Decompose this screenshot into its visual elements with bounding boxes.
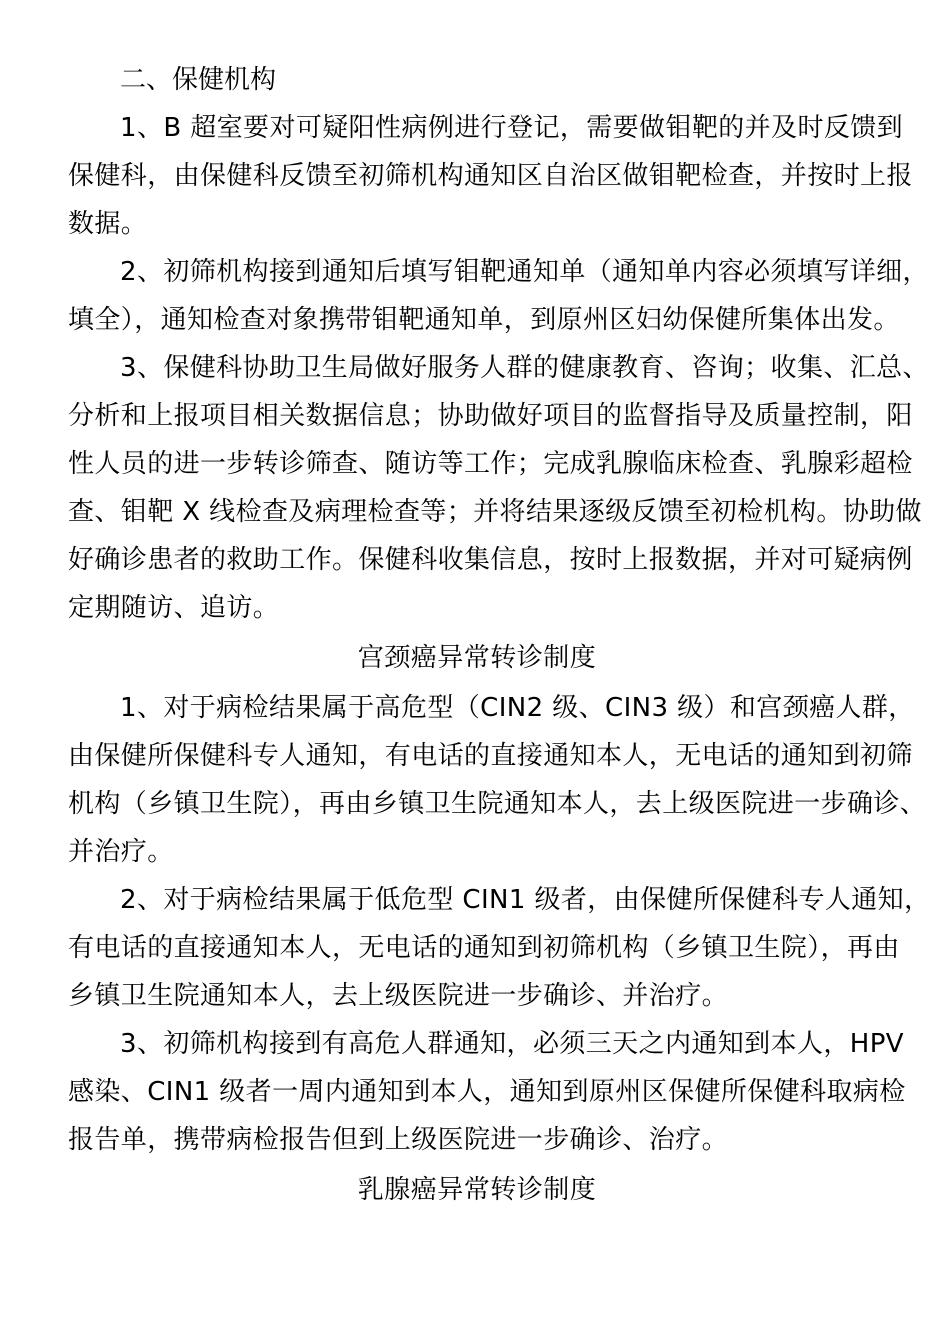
paragraph <box>68 344 929 632</box>
paragraph-line: 机构（乡镇卫生院），再由乡镇卫生院通知本人，去上级医院进一步确诊、 <box>68 789 927 819</box>
paragraph <box>68 876 931 1020</box>
paragraph-line: 保健科，由保健科反馈至初筛机构通知区自治区做钼靶检查，并按时上报 <box>68 161 913 191</box>
section-heading: 二、保健机构 <box>120 65 277 95</box>
paragraph-line: 报告单，携带病检报告但到上级医院进一步确诊、治疗。 <box>68 1125 729 1155</box>
paragraph-line: 分析和上报项目相关数据信息；协助做好项目的监督指导及质量控制，阳 <box>68 401 913 431</box>
paragraph-line: 2、对于病检结果属于低危型 CIN1 级者，由保健所保健科专人通知， <box>120 885 931 915</box>
paragraph-line: 2、初筛机构接到通知后填写钼靶通知单（通知单内容必须填写详细， <box>120 257 929 287</box>
paragraph-line: 1、B 超室要对可疑阳性病例进行登记，需要做钼靶的并及时反馈到 <box>120 113 904 143</box>
paragraph <box>68 1020 906 1164</box>
paragraph <box>68 248 929 344</box>
document-page <box>68 56 931 1216</box>
paragraph-line: 乡镇卫生院通知本人，去上级医院进一步确诊、并治疗。 <box>68 981 729 1011</box>
paragraph-line: 并治疗。 <box>68 837 174 867</box>
breast-section-title: 乳腺癌异常转诊制度 <box>357 1175 597 1205</box>
paragraph <box>68 104 913 248</box>
cervical-section-title: 宫颈癌异常转诊制度 <box>357 643 597 673</box>
paragraph-line: 填全），通知检查对象携带钼靶通知单，到原州区妇幼保健所集体出发。 <box>68 305 900 335</box>
paragraph-line: 1、对于病检结果属于高危型（CIN2 级、CIN3 级）和宫颈癌人群， <box>120 693 915 723</box>
paragraph-line: 定期随访、追访。 <box>68 593 280 623</box>
paragraph-line: 性人员的进一步转诊筛查、随访等工作；完成乳腺临床检查、乳腺彩超检 <box>68 449 913 479</box>
paragraph-line: 感染、CIN1 级者一周内通知到本人，通知到原州区保健所保健科取病检 <box>68 1077 906 1107</box>
paragraph-line: 有电话的直接通知本人，无电话的通知到初筛机构（乡镇卫生院），再由 <box>68 933 900 963</box>
paragraph <box>68 684 927 876</box>
paragraph-line: 3、初筛机构接到有高危人群通知，必须三天之内通知到本人，HPV <box>120 1029 904 1059</box>
paragraph-line: 查、钼靶 X 线检查及病理检查等；并将结果逐级反馈至初检机构。协助做 <box>68 497 922 527</box>
paragraph-line: 由保健所保健科专人通知，有电话的直接通知本人，无电话的通知到初筛 <box>68 741 913 771</box>
paragraph-line: 数据。 <box>68 209 148 239</box>
paragraph-line: 3、保健科协助卫生局做好服务人群的健康教育、咨询；收集、汇总、 <box>120 353 929 383</box>
paragraph-line: 好确诊患者的救助工作。保健科收集信息，按时上报数据，并对可疑病例 <box>68 545 913 575</box>
